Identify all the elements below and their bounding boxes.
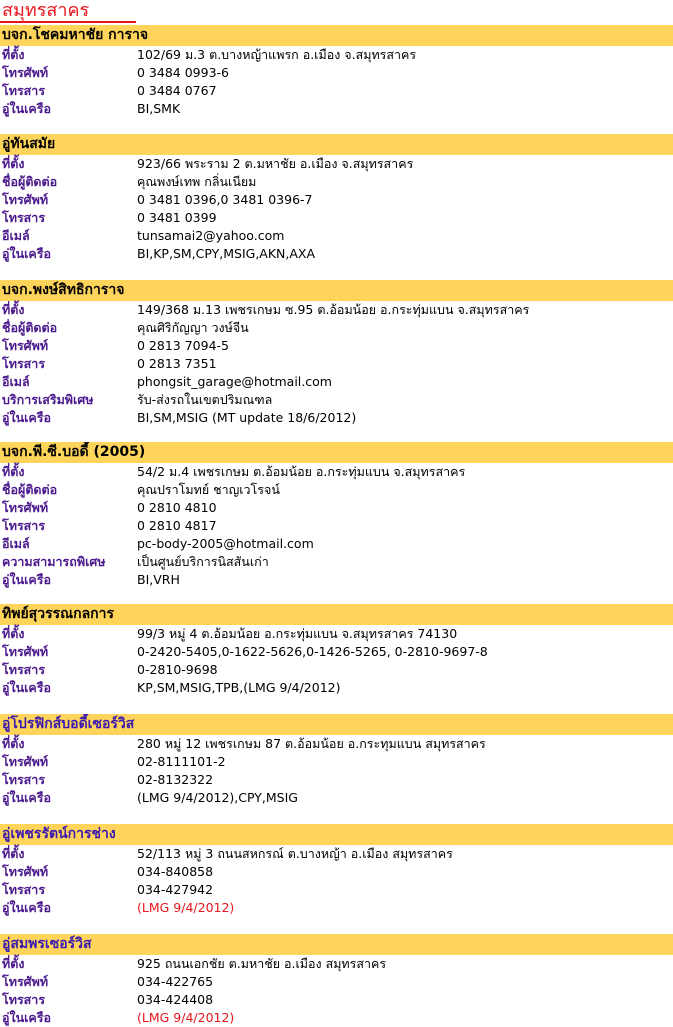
detail-row [0, 571, 673, 589]
detail-label: โทรสาร [2, 210, 46, 225]
detail-value: tunsamai2@yahoo.com [137, 228, 285, 243]
detail-row [0, 845, 673, 863]
garage-name: อู่ทันสมัย [0, 134, 673, 155]
detail-value: 102/69 ม.3 ต.บางหญ้าแพรก อ.เมือง จ.สมุทรสาคร [137, 47, 417, 62]
title-underline [0, 21, 136, 23]
detail-row [0, 679, 673, 697]
detail-label: ที่ตั้ง [2, 956, 25, 971]
garage-entry [0, 824, 673, 917]
detail-row [0, 643, 673, 661]
detail-row [0, 1009, 673, 1027]
detail-label: อู่ในเครือ [2, 572, 52, 587]
garage-entry [0, 604, 673, 697]
detail-value: 925 ถนนเอกชัย ต.มหาชัย อ.เมือง สมุทรสาคร [137, 956, 387, 971]
detail-label: อู่ในเครือ [2, 101, 52, 116]
detail-row [0, 991, 673, 1009]
garage-entry [0, 934, 673, 1027]
detail-row [0, 209, 673, 227]
detail-value: 0-2810-9698 [137, 662, 218, 677]
detail-value: 02-8132322 [137, 772, 214, 787]
detail-label: อู่ในเครือ [2, 680, 52, 695]
detail-value: 923/66 พระราม 2 ต.มหาชัย อ.เมือง จ.สมุทรสาคร [137, 156, 414, 171]
detail-label: โทรสาร [2, 772, 46, 787]
detail-label: โทรศัพท์ [2, 500, 49, 515]
detail-value: 0-2420-5405,0-1622-5626,0-1426-5265, 0-2810-9697-8 [137, 644, 488, 659]
detail-value: คุณปราโมทย์ ชาญเวโรจน์ [137, 482, 280, 497]
garage-entry [0, 280, 673, 427]
detail-row [0, 319, 673, 337]
garage-name: ทิพย์สุวรรณกลการ [0, 604, 673, 625]
detail-label: โทรศัพท์ [2, 974, 49, 989]
detail-row [0, 409, 673, 427]
detail-value: BI,SMK [137, 101, 181, 116]
detail-value: 0 2810 4817 [137, 518, 217, 533]
detail-value: 0 3484 0767 [137, 83, 217, 98]
detail-row [0, 735, 673, 753]
detail-row [0, 301, 673, 319]
detail-value: 52/113 หมู่ 3 ถนนสหกรณ์ ต.บางหญ้า อ.เมือง สมุทรสาคร [137, 846, 453, 861]
detail-row [0, 173, 673, 191]
detail-row [0, 535, 673, 553]
garage-entry [0, 134, 673, 263]
detail-label: อีเมล์ [2, 228, 30, 243]
detail-value: 0 3484 0993-6 [137, 65, 229, 80]
page-title: สมุทรสาคร [2, 0, 90, 21]
detail-row [0, 391, 673, 409]
detail-label: อีเมล์ [2, 374, 30, 389]
detail-row [0, 245, 673, 263]
detail-label: อู่ในเครือ [2, 790, 52, 805]
detail-value: phongsit_garage@hotmail.com [137, 374, 332, 389]
garage-name: บจก.พี.ซี.บอดี้ (2005) [0, 442, 673, 463]
detail-value: BI,KP,SM,CPY,MSIG,AKN,AXA [137, 246, 316, 261]
detail-row [0, 82, 673, 100]
detail-label: ที่ตั้ง [2, 626, 25, 641]
detail-value: 0 2813 7351 [137, 356, 217, 371]
detail-value: 54/2 ม.4 เพชรเกษม ต.อ้อมน้อย อ.กระทุ่มแบน จ.สมุทรสาคร [137, 464, 466, 479]
detail-row [0, 625, 673, 643]
detail-row [0, 481, 673, 499]
detail-label: ที่ตั้ง [2, 156, 25, 171]
detail-row [0, 863, 673, 881]
detail-row [0, 155, 673, 173]
detail-label: อู่ในเครือ [2, 1010, 52, 1025]
detail-row [0, 661, 673, 679]
detail-row [0, 789, 673, 807]
detail-value: BI,VRH [137, 572, 180, 587]
detail-row [0, 553, 673, 571]
detail-row [0, 46, 673, 64]
garage-name: บจก.โชคมหาชัย การาจ [0, 25, 673, 46]
detail-value: 0 2813 7094-5 [137, 338, 229, 353]
detail-label: โทรสาร [2, 83, 46, 98]
detail-value: คุณพงษ์เทพ กลิ่นเนียม [137, 174, 257, 189]
detail-row [0, 771, 673, 789]
detail-value: เป็นศูนย์บริการนิสสันเก่า [137, 554, 269, 569]
detail-value: 280 หมู่ 12 เพชรเกษม 87 ต.อ้อมน้อย อ.กระทุมแบน สมุทรสาคร [137, 736, 486, 751]
detail-row [0, 355, 673, 373]
detail-label: โทรศัพท์ [2, 644, 49, 659]
detail-row [0, 100, 673, 118]
garage-name: อู่สมพรเซอร์วิส [0, 934, 673, 955]
detail-value: 0 2810 4810 [137, 500, 217, 515]
garage-name: บจก.พงษ์สิทธิการาจ [0, 280, 673, 301]
detail-label: โทรศัพท์ [2, 192, 49, 207]
detail-value: 034-427942 [137, 882, 214, 897]
detail-row [0, 191, 673, 209]
detail-label: อู่ในเครือ [2, 900, 52, 915]
detail-label: บริการเสริมพิเศษ [2, 392, 94, 407]
detail-value: 0 3481 0396,0 3481 0396-7 [137, 192, 313, 207]
detail-label: ชื่อผู้ติดต่อ [2, 320, 58, 335]
detail-label: อู่ในเครือ [2, 410, 52, 425]
detail-label: ชื่อผู้ติดต่อ [2, 482, 58, 497]
detail-row [0, 881, 673, 899]
detail-label: ที่ตั้ง [2, 47, 25, 62]
detail-label: ที่ตั้ง [2, 302, 25, 317]
detail-value: 99/3 หมู่ 4 ต.อ้อมน้อย อ.กระทุ่มแบน จ.สมุทรสาคร 74130 [137, 626, 458, 641]
detail-value: รับ-ส่งรถในเขตปริมณฑล [137, 392, 273, 407]
detail-row [0, 955, 673, 973]
detail-row [0, 973, 673, 991]
detail-label: โทรศัพท์ [2, 754, 49, 769]
detail-label: โทรสาร [2, 882, 46, 897]
detail-row [0, 499, 673, 517]
detail-value: (LMG 9/4/2012) [137, 900, 235, 915]
detail-row [0, 227, 673, 245]
garage-name: อู่เพชรรัตน์การช่าง [0, 824, 673, 845]
detail-label: โทรสาร [2, 662, 46, 677]
detail-label: ชื่อผู้ติดต่อ [2, 174, 58, 189]
detail-label: โทรศัพท์ [2, 65, 49, 80]
detail-label: ที่ตั้ง [2, 736, 25, 751]
detail-value: pc-body-2005@hotmail.com [137, 536, 314, 551]
detail-label: อีเมล์ [2, 536, 30, 551]
detail-label: โทรสาร [2, 356, 46, 371]
detail-value: 034-422765 [137, 974, 214, 989]
detail-label: ที่ตั้ง [2, 846, 25, 861]
detail-value: 149/368 ม.13 เพชรเกษม ซ.95 ต.อ้อมน้อย อ.กระทุ่มแบน จ.สมุทรสาคร [137, 302, 530, 317]
garage-entry [0, 714, 673, 807]
detail-row [0, 899, 673, 917]
garage-name: อู่โปรฟิกส์บอดี้เซอร์วิส [0, 714, 673, 735]
detail-label: ความสามารถพิเศษ [2, 554, 106, 569]
detail-value: BI,SM,MSIG (MT update 18/6/2012) [137, 410, 357, 425]
detail-value: (LMG 9/4/2012),CPY,MSIG [137, 790, 298, 805]
detail-value: 02-8111101-2 [137, 754, 226, 769]
detail-row [0, 373, 673, 391]
garage-entry [0, 25, 673, 118]
detail-value: KP,SM,MSIG,TPB,(LMG 9/4/2012) [137, 680, 341, 695]
detail-row [0, 463, 673, 481]
detail-value: 034-424408 [137, 992, 214, 1007]
detail-row [0, 753, 673, 771]
detail-label: โทรศัพท์ [2, 864, 49, 879]
detail-label: โทรสาร [2, 992, 46, 1007]
detail-label: โทรศัพท์ [2, 338, 49, 353]
detail-value: 0 3481 0399 [137, 210, 217, 225]
detail-row [0, 517, 673, 535]
detail-value: (LMG 9/4/2012) [137, 1010, 235, 1025]
detail-label: โทรสาร [2, 518, 46, 533]
garage-entry [0, 442, 673, 589]
detail-label: ที่ตั้ง [2, 464, 25, 479]
detail-row [0, 337, 673, 355]
detail-label: อู่ในเครือ [2, 246, 52, 261]
detail-value: 034-840858 [137, 864, 214, 879]
detail-row [0, 64, 673, 82]
detail-value: คุณศิริกัญญา วงษ์จีน [137, 320, 249, 335]
